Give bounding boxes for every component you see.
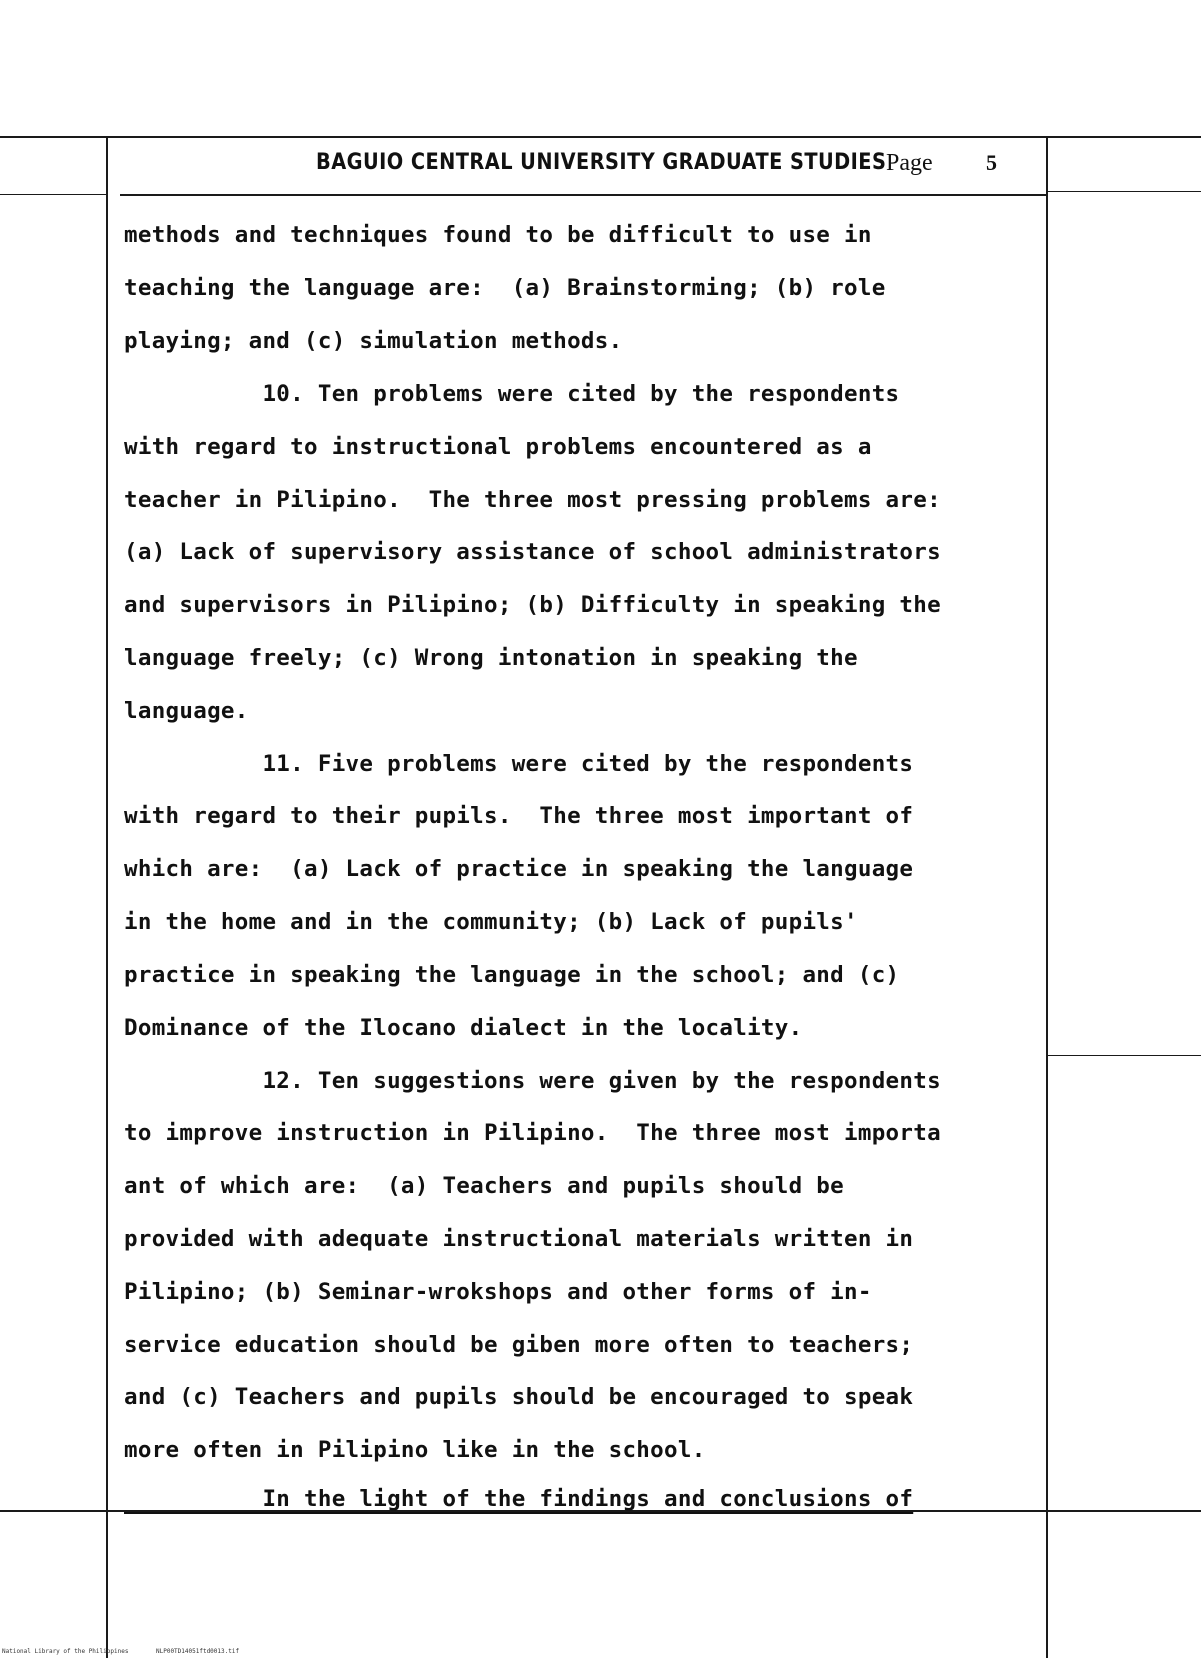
left-margin-line	[106, 138, 108, 1658]
right-stub-line	[1048, 191, 1201, 192]
text-line: provided with adequate instructional materials written in	[124, 1226, 914, 1252]
text-line: and supervisors in Pilipino; (b) Difficulty in speaking the	[124, 592, 941, 618]
text-line: methods and techniques found to be difficult to use in	[124, 222, 872, 248]
text-line: service education should be giben more often to teachers;	[124, 1332, 914, 1358]
text-line: teaching the language are: (a) Brainstorming; (b) role	[124, 275, 886, 301]
text-line: practice in speaking the language in the school; and (c)	[124, 962, 900, 988]
text-line: which are: (a) Lack of practice in speaking the language	[124, 856, 914, 882]
footer-library: National Library of the Philippines	[2, 1648, 129, 1655]
top-border-line	[0, 136, 1201, 138]
text-line: to improve instruction in Pilipino. The three most importa	[124, 1120, 941, 1146]
text-line: Dominance of the Ilocano dialect in the locality.	[124, 1015, 803, 1041]
text-line: 10. Ten problems were cited by the respondents	[124, 381, 900, 407]
text-line: language.	[124, 698, 249, 724]
text-line: 11. Five problems were cited by the respondents	[124, 751, 914, 777]
text-line: In the light of the findings and conclusions of	[124, 1486, 914, 1512]
left-stub-line	[0, 194, 106, 195]
text-line: teacher in Pilipino. The three most pressing problems are:	[124, 487, 941, 513]
right-mid-line	[1048, 1055, 1201, 1056]
page-number: 5	[986, 150, 997, 175]
text-line: with regard to their pupils. The three most important of	[124, 803, 914, 829]
text-line: ant of which are: (a) Teachers and pupils should be	[124, 1173, 844, 1199]
text-line: in the home and in the community; (b) Lack of pupils'	[124, 909, 858, 935]
text-line: playing; and (c) simulation methods.	[124, 328, 623, 354]
text-line: with regard to instructional problems encountered as a	[124, 434, 872, 460]
text-line: and (c) Teachers and pupils should be encouraged to speak	[124, 1384, 914, 1410]
text-line: language freely; (c) Wrong intonation in speaking the	[124, 645, 858, 671]
page-title: BAGUIO CENTRAL UNIVERSITY GRADUATE STUDIES	[316, 150, 887, 175]
footer-filename: NLP00TD14051ftd0013.tif	[156, 1648, 240, 1655]
page-label: Page	[886, 150, 933, 176]
text-line: 12. Ten suggestions were given by the respondents	[124, 1068, 941, 1094]
text-line: (a) Lack of supervisory assistance of school administrators	[124, 539, 941, 565]
header-underline	[120, 194, 1046, 196]
right-margin-line	[1046, 138, 1048, 1658]
text-line: Pilipino; (b) Seminar-wrokshops and other forms of in-	[124, 1279, 872, 1305]
text-line: more often in Pilipino like in the school.	[124, 1437, 706, 1463]
